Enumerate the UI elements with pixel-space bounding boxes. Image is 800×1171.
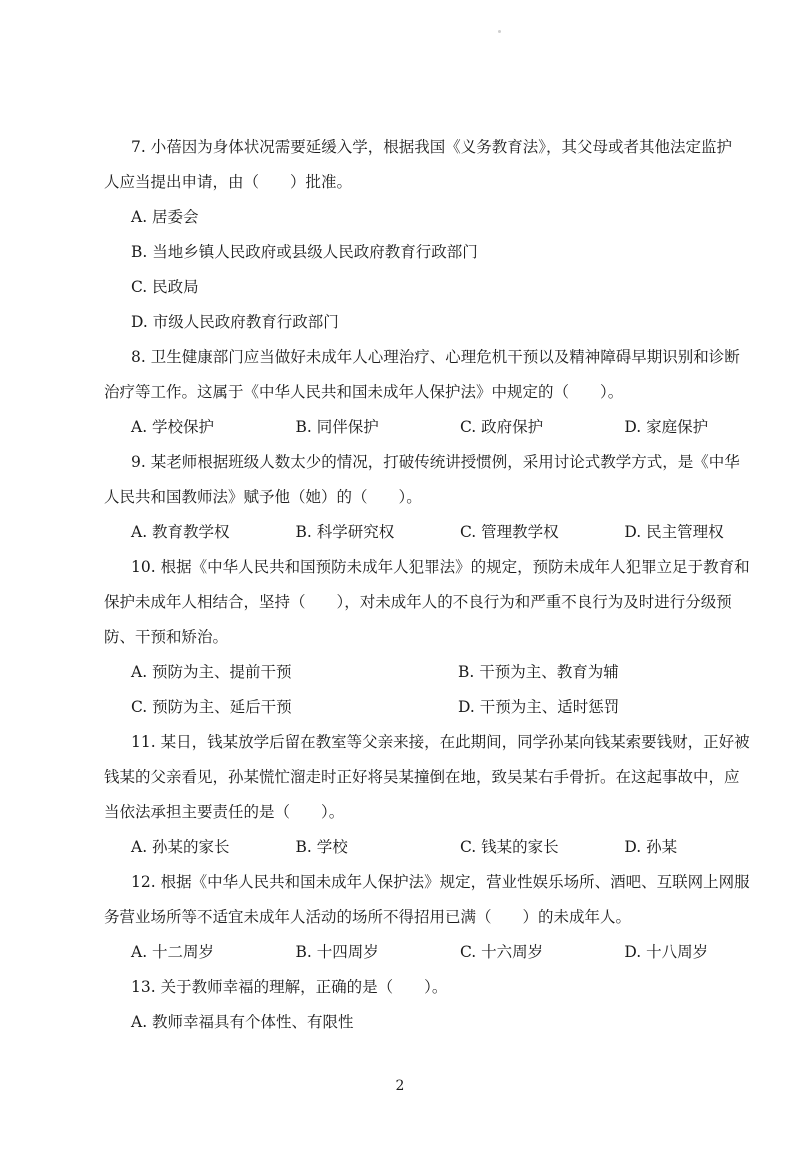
question-stem-line: 10. 根据《中华人民共和国预防未成年人犯罪法》的规定，预防未成年人犯罪立足于教育和 xyxy=(131,558,750,576)
options-row-2 xyxy=(104,690,754,725)
question-stem-line: 7. 小蓓因为身体状况需要延缓入学，根据我国《义务教育法》，其父母或者其他法定监护 xyxy=(131,138,732,156)
question-9 xyxy=(104,445,754,550)
option-a: A. 预防为主、提前干预 xyxy=(131,663,292,681)
options xyxy=(104,515,754,550)
question-stem-line: 12. 根据《中华人民共和国未成年人保护法》规定，营业性娱乐场所、酒吧、互联网上网服 xyxy=(131,873,750,891)
question-11 xyxy=(104,725,754,865)
option-d: D. 民主管理权 xyxy=(624,523,724,541)
question-stem-line: 治疗等工作。这属于《中华人民共和国未成年人保护法》中规定的（ ）。 xyxy=(104,383,624,401)
option-b: B. 科学研究权 xyxy=(295,523,395,541)
option-a: A. 教育教学权 xyxy=(131,523,230,541)
question-stem-line: 人应当提出申请，由（ ）批准。 xyxy=(104,173,353,191)
option-c: C. 钱某的家长 xyxy=(459,838,559,856)
options xyxy=(104,935,754,970)
question-8 xyxy=(104,340,754,445)
options xyxy=(104,410,754,445)
option-c: C. 十六周岁 xyxy=(459,943,544,961)
options xyxy=(104,200,754,340)
option-a: A. 十二周岁 xyxy=(131,943,215,961)
question-stem-line: 8. 卫生健康部门应当做好未成年人心理治疗、心理危机干预以及精神障碍早期识别和诊断 xyxy=(131,348,740,366)
option-a: A. 教师幸福具有个体性、有限性 xyxy=(131,1013,354,1031)
question-stem-line: 13. 关于教师幸福的理解，正确的是（ ）。 xyxy=(131,978,448,996)
question-stem-line: 11. 某日，钱某放学后留在教室等父亲来接，在此期间，同学孙某向钱某索要钱财，正好被 xyxy=(131,733,750,751)
question-list xyxy=(104,130,754,1040)
question-stem-line: 9. 某老师根据班级人数太少的情况，打破传统讲授惯例，采用讨论式教学方式，是《中华 xyxy=(131,453,740,471)
question-stem-line: 务营业场所等不适宜未成年人活动的场所不得招用已满（ ）的未成年人。 xyxy=(104,908,632,926)
option-d: D. 十八周岁 xyxy=(624,943,709,961)
option-c: C. 预防为主、延后干预 xyxy=(131,698,292,716)
option-a: A. 孙某的家长 xyxy=(131,838,230,856)
question-stem-line: 防、干预和矫治。 xyxy=(104,628,229,646)
option-c: C. 管理教学权 xyxy=(459,523,559,541)
option-d: D. 市级人民政府教育行政部门 xyxy=(131,313,339,331)
page-number: 2 xyxy=(395,1078,405,1094)
question-12 xyxy=(104,865,754,970)
option-c: C. 民政局 xyxy=(131,278,199,296)
question-stem-line: 当依法承担主要责任的是（ ）。 xyxy=(104,803,345,821)
option-d: D. 孙某 xyxy=(624,838,678,856)
question-10 xyxy=(104,550,754,725)
option-d: D. 干预为主、适时惩罚 xyxy=(458,698,620,716)
options xyxy=(104,1005,754,1040)
scan-speck xyxy=(498,30,501,33)
option-a: A. 居委会 xyxy=(131,208,199,226)
question-13 xyxy=(104,970,754,1040)
option-b: B. 学校 xyxy=(295,838,348,856)
option-d: D. 家庭保护 xyxy=(624,418,709,436)
option-c: C. 政府保护 xyxy=(459,418,544,436)
question-stem-line: 保护未成年人相结合，坚持（ ），对未成年人的不良行为和严重不良行为及时进行分级预 xyxy=(104,593,732,611)
option-a: A. 学校保护 xyxy=(131,418,215,436)
option-b: B. 当地乡镇人民政府或县级人民政府教育行政部门 xyxy=(131,243,478,261)
option-b: B. 干预为主、教育为辅 xyxy=(458,663,619,681)
option-b: B. 同伴保护 xyxy=(295,418,379,436)
question-stem-line: 人民共和国教师法》赋予他（她）的（ ）。 xyxy=(104,488,422,506)
question-7 xyxy=(104,130,754,340)
option-b: B. 十四周岁 xyxy=(295,943,379,961)
options-row-1 xyxy=(104,655,754,690)
question-stem-line: 钱某的父亲看见，孙某慌忙溜走时正好将吴某撞倒在地，致吴某右手骨折。在这起事故中，应 xyxy=(104,768,740,786)
options xyxy=(104,830,754,865)
